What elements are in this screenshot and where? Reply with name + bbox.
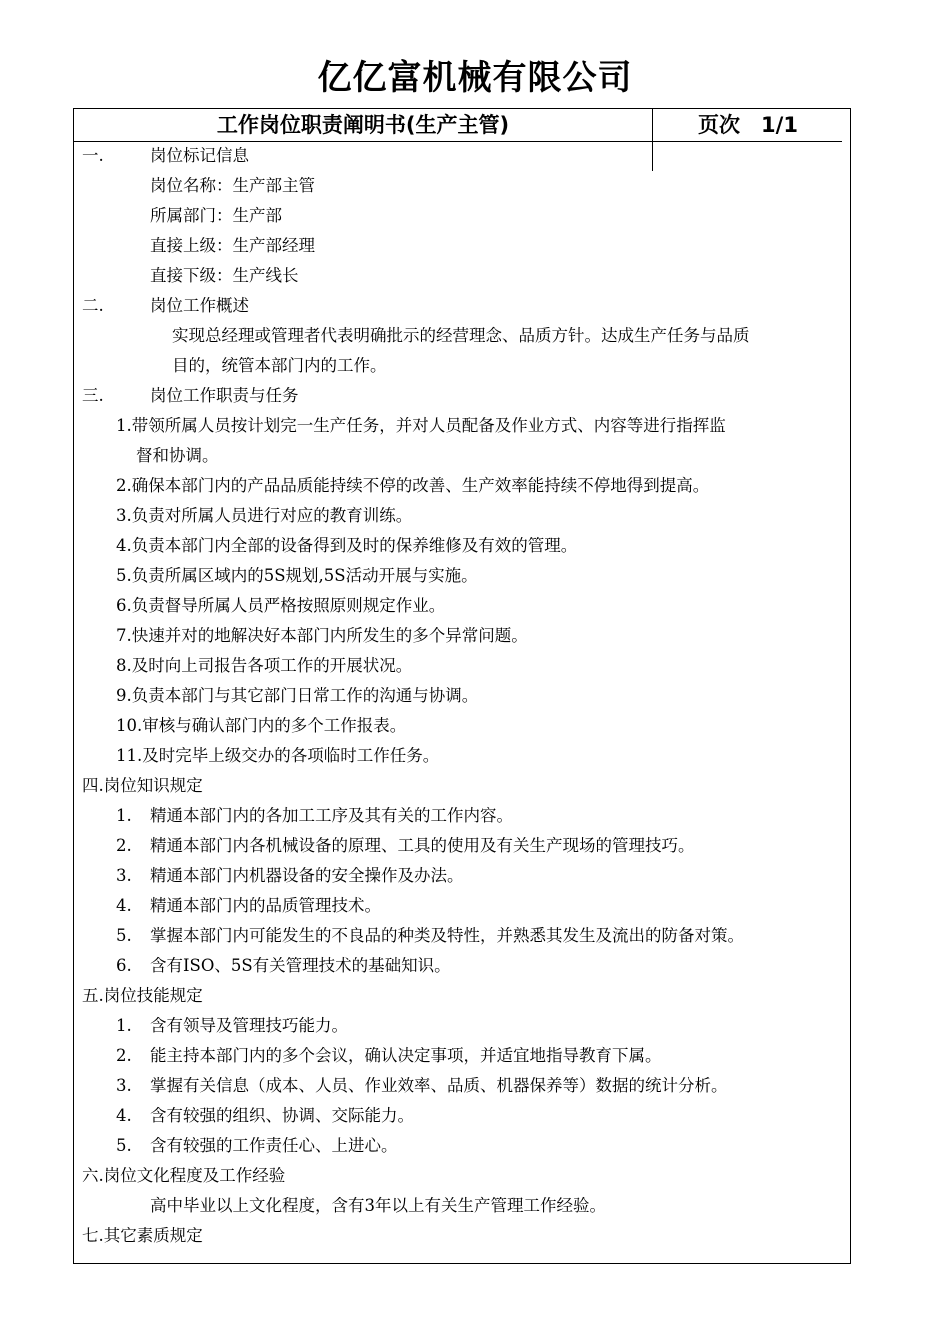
knowledge-item: 精通本部门内机器设备的安全操作及办法。	[150, 866, 464, 885]
job-description-table	[73, 108, 851, 1264]
duty-item: 1.带领所属人员按计划完一生产任务，并对人员配备及作业方式、内容等进行指挥监	[116, 416, 726, 435]
section5-title: 五.岗位技能规定	[82, 986, 203, 1005]
duty-item: 11.及时完毕上级交办的各项临时工作任务。	[116, 746, 440, 765]
overview-line-2: 目的，统管本部门内的工作。	[172, 356, 387, 375]
skill-item-number: 1.	[116, 1016, 132, 1035]
duty-item: 9.负责本部门与其它部门日常工作的沟通与协调。	[116, 686, 479, 705]
duty-item: 3.负责对所属人员进行对应的教育训练。	[116, 506, 413, 525]
knowledge-item: 精通本部门内各机械设备的原理、工具的使用及有关生产现场的管理技巧。	[150, 836, 695, 855]
duty-item: 5.负责所属区域内的5S规划,5S活动开展与实施。	[116, 566, 478, 585]
education-experience: 高中毕业以上文化程度，含有3年以上有关生产管理工作经验。	[150, 1196, 606, 1215]
knowledge-item: 精通本部门内的各加工工序及其有关的工作内容。	[150, 806, 513, 825]
section6-title: 六.岗位文化程度及工作经验	[82, 1166, 286, 1185]
section4-title: 四.岗位知识规定	[82, 776, 203, 795]
document-title: 工作岗位职责阐明书(生产主管)	[216, 113, 510, 137]
field-direct-subordinate: 直接下级：生产线长	[150, 266, 299, 285]
field-direct-superior: 直接上级：生产部经理	[150, 236, 315, 255]
company-name: 亿亿富机械有限公司	[317, 58, 633, 98]
skill-item-number: 2.	[116, 1046, 132, 1065]
section3-title: 岗位工作职责与任务	[150, 386, 299, 405]
knowledge-item: 精通本部门内的品质管理技术。	[150, 896, 381, 915]
knowledge-item: 含有ISO、5S有关管理技术的基础知识。	[150, 956, 451, 975]
section7-title: 七.其它素质规定	[82, 1226, 203, 1245]
skill-item-number: 3.	[116, 1076, 132, 1095]
skill-item: 能主持本部门内的多个会议，确认决定事项，并适宜地指导教育下属。	[150, 1046, 662, 1065]
duty-item: 7.快速并对的地解决好本部门内所发生的多个异常问题。	[116, 626, 528, 645]
duty-item: 4.负责本部门内全部的设备得到及时的保养维修及有效的管理。	[116, 536, 578, 555]
duty-item: 6.负责督导所属人员严格按照原则规定作业。	[116, 596, 446, 615]
page-number: 页次 1/1	[698, 113, 798, 137]
knowledge-item-number: 1.	[116, 806, 132, 825]
skill-item-number: 4.	[116, 1106, 132, 1125]
duty-item-continuation: 督和协调。	[136, 446, 219, 465]
skill-item: 含有领导及管理技巧能力。	[150, 1016, 348, 1035]
knowledge-item: 掌握本部门内可能发生的不良品的种类及特性，并熟悉其发生及流出的防备对策。	[150, 926, 744, 945]
section1-number: 一.	[82, 146, 104, 165]
knowledge-item-number: 3.	[116, 866, 132, 885]
skill-item: 含有较强的组织、协调、交际能力。	[150, 1106, 414, 1125]
knowledge-item-number: 4.	[116, 896, 132, 915]
skill-item: 含有较强的工作责任心、上进心。	[150, 1136, 398, 1155]
section3-number: 三.	[82, 386, 104, 405]
field-position-name: 岗位名称：生产部主管	[150, 176, 315, 195]
duty-item: 10.审核与确认部门内的多个工作报表。	[116, 716, 407, 735]
section1-title: 岗位标记信息	[150, 146, 249, 165]
section2-number: 二.	[82, 296, 104, 315]
overview-line-1: 实现总经理或管理者代表明确批示的经营理念、品质方针。达成生产任务与品质	[172, 326, 750, 345]
skill-item: 掌握有关信息（成本、人员、作业效率、品质、机器保养等）数据的统计分析。	[150, 1076, 728, 1095]
knowledge-item-number: 2.	[116, 836, 132, 855]
section2-title: 岗位工作概述	[150, 296, 249, 315]
knowledge-item-number: 6.	[116, 956, 132, 975]
field-department: 所属部门：生产部	[150, 206, 282, 225]
knowledge-item-number: 5.	[116, 926, 132, 945]
duty-item: 8.及时向上司报告各项工作的开展状况。	[116, 656, 413, 675]
skill-item-number: 5.	[116, 1136, 132, 1155]
duty-item: 2.确保本部门内的产品品质能持续不停的改善、生产效率能持续不停地得到提高。	[116, 476, 710, 495]
header-column-divider	[652, 109, 653, 171]
